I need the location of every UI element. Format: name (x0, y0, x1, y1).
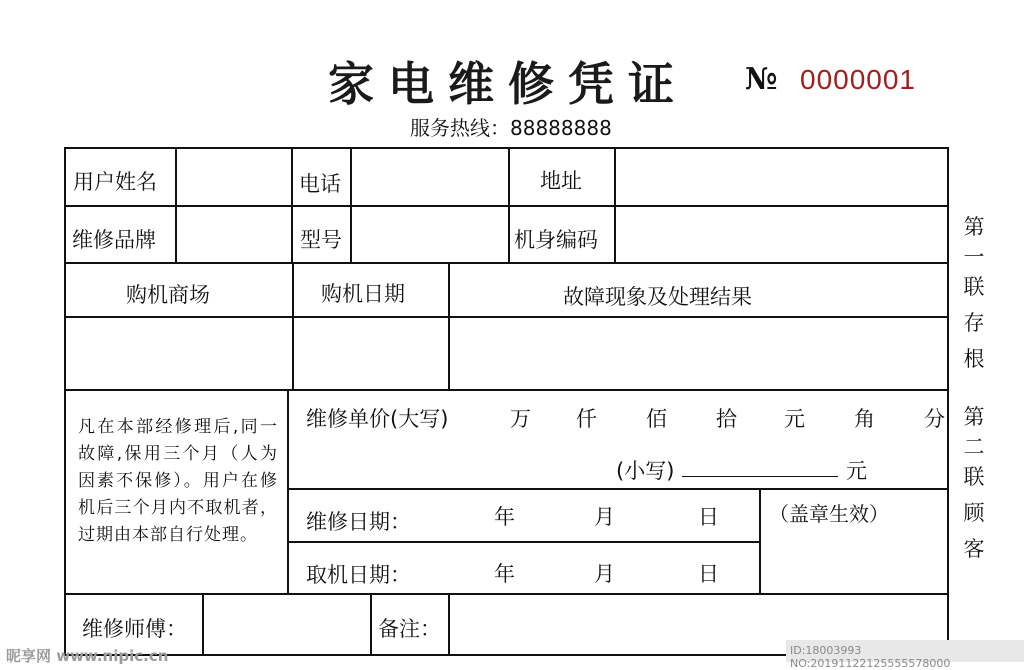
side-char: 根 (963, 347, 985, 371)
unit-qian: 仟 (576, 407, 597, 431)
rule-v5 (614, 147, 616, 264)
model-label: 型号 (300, 228, 342, 252)
name-label: 用户姓名 (73, 170, 157, 194)
unit-bai: 佰 (646, 407, 667, 431)
warranty-clause: 凡在本部经修理后,同一故障,保用三个月（人为因素不保修）。用户在修机后三个月内不取机者，过期由本部自行处理。 (78, 417, 278, 545)
brand-label: 维修品牌 (72, 228, 156, 252)
rule-v1 (175, 147, 177, 264)
document-title: 家电维修凭证 (328, 57, 688, 111)
service-hotline: 服务热线：88888888 (410, 116, 612, 140)
address-label: 地址 (540, 169, 582, 193)
side-copy-stub (962, 212, 986, 374)
rule-row3 (64, 316, 949, 318)
rule-v12 (448, 593, 450, 656)
rule-v9 (759, 488, 761, 595)
unit-jiao: 角 (854, 407, 875, 431)
side-char: 一 (963, 245, 985, 269)
rule-v8 (287, 389, 289, 595)
side-copy-customer (962, 402, 986, 564)
side-char: 第 (963, 405, 985, 429)
side-char: 第 (963, 215, 985, 239)
rule-v7 (448, 262, 450, 391)
watermark-logo: 昵享网 www.nipic.cn (6, 647, 169, 665)
rule-row1 (64, 205, 949, 207)
watermark-id: ID:18003993 NO:20191122125555578000 (790, 644, 951, 670)
side-char: 二 (963, 435, 985, 459)
unit-yuan: 元 (784, 407, 805, 431)
side-char: 联 (963, 275, 985, 299)
rule-row5 (64, 593, 949, 595)
rule-row2 (64, 262, 949, 264)
border-right (947, 147, 949, 656)
rule-v3 (350, 147, 352, 264)
rule-v4 (508, 147, 510, 264)
price-label: 维修单价(大写) (306, 407, 449, 431)
small-amount-label: (小写) (616, 459, 675, 483)
rule-v10 (202, 593, 204, 656)
unit-fen: 分 (924, 407, 945, 431)
remarks-label: 备注： (378, 617, 441, 641)
repair-day: 日 (698, 505, 719, 529)
serial-number: 0000001 (800, 64, 917, 95)
rule-price (288, 488, 949, 490)
pickup-date-label: 取机日期： (306, 563, 411, 587)
rule-v6 (292, 262, 294, 391)
unit-shi: 拾 (716, 407, 737, 431)
repair-month: 月 (594, 505, 615, 529)
pickup-day: 日 (698, 562, 719, 586)
side-char: 顾 (963, 501, 985, 525)
small-amount-line (682, 476, 838, 477)
serial-label: 机身编码 (514, 228, 598, 252)
store-header: 购机商场 (126, 283, 210, 307)
border-left (64, 147, 66, 656)
pickup-month: 月 (594, 562, 615, 586)
fault-header: 故障现象及处理结果 (563, 285, 752, 309)
border-top (64, 147, 949, 149)
number-sign: № (745, 62, 778, 97)
pickup-year: 年 (494, 562, 515, 586)
small-amount-unit: 元 (846, 459, 867, 483)
repair-year: 年 (494, 505, 515, 529)
side-char: 客 (963, 537, 985, 561)
repair-date-label: 维修日期： (306, 510, 411, 534)
rule-v2 (291, 147, 293, 264)
purchase-date-header: 购机日期 (321, 282, 405, 306)
phone-label: 电话 (299, 172, 341, 196)
side-char: 联 (963, 465, 985, 489)
side-char: 存 (963, 311, 985, 335)
rule-row4 (64, 389, 949, 391)
rule-v11 (370, 593, 372, 656)
stamp-note: （盖章生效） (769, 502, 889, 526)
technician-label: 维修师傅： (82, 617, 187, 641)
rule-dates (288, 541, 761, 543)
unit-wan: 万 (510, 407, 531, 431)
